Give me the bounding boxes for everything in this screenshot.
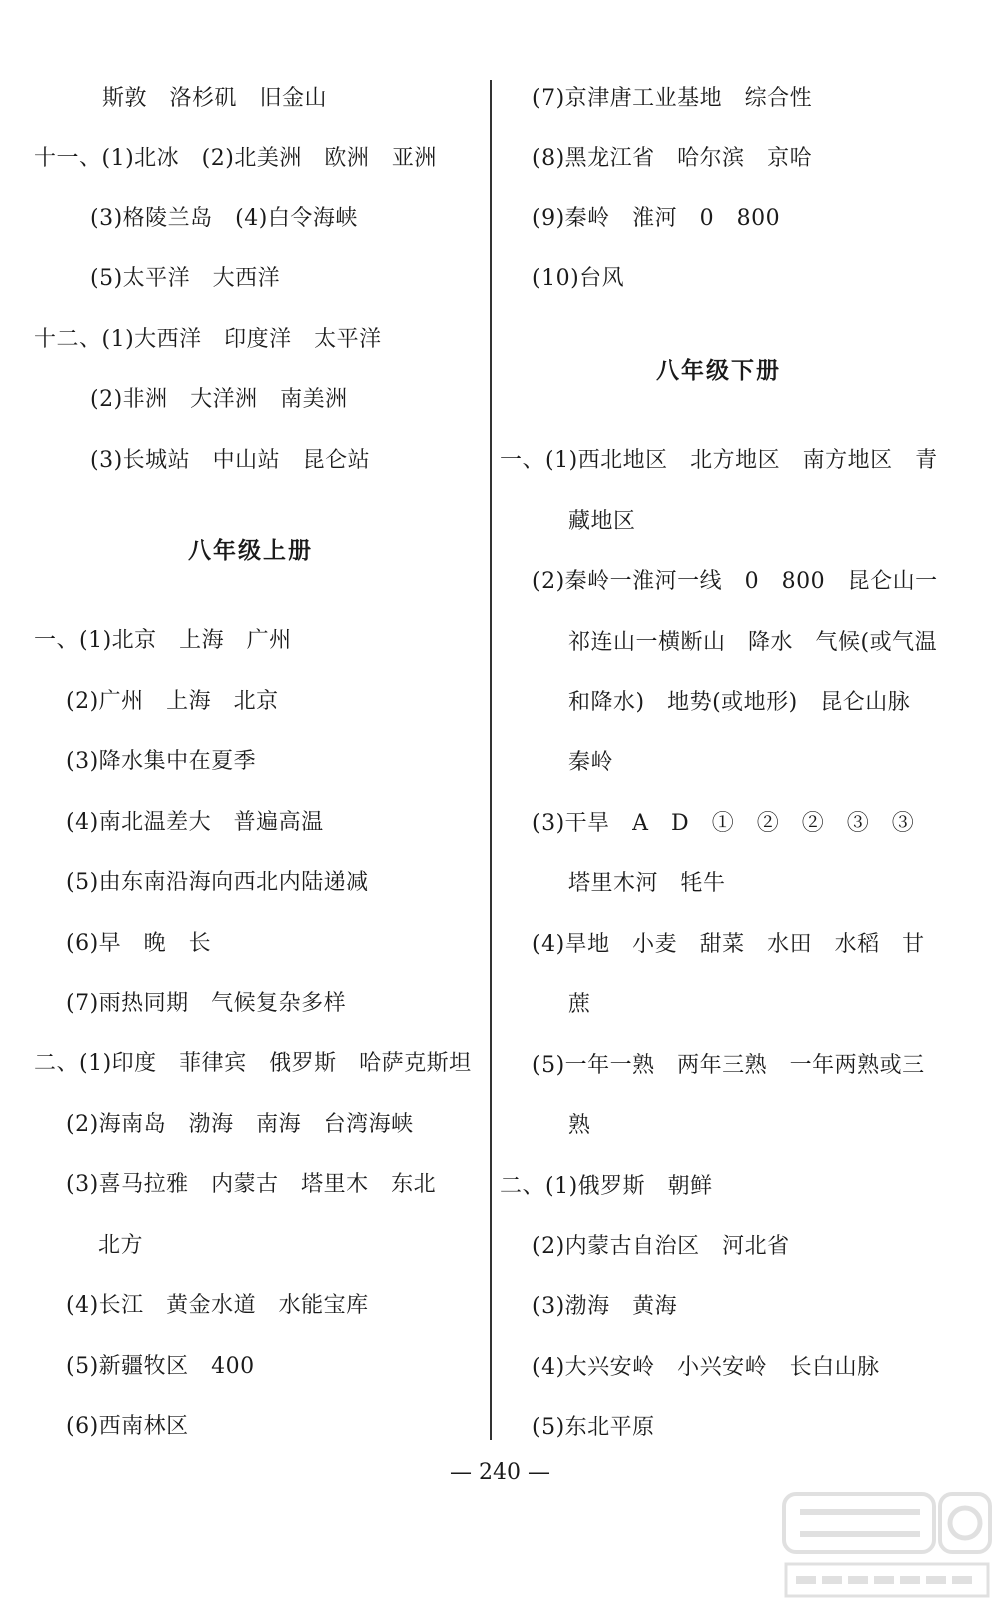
answer-line: (4)长江 黄金水道 水能宝库: [66, 1293, 369, 1318]
answer-line: 十一、(1)北冰 (2)北美洲 欧洲 亚洲: [34, 146, 437, 171]
answer-line: (4)大兴安岭 小兴安岭 长白山脉: [532, 1355, 880, 1380]
answer-line: 塔里木河 牦牛: [568, 871, 726, 896]
answer-line: (3)喜马拉雅 内蒙古 塔里木 东北: [66, 1172, 437, 1197]
answer-line: (3)渤海 黄海: [532, 1294, 678, 1319]
answer-line: (4)南北温差大 普遍高温: [66, 810, 324, 835]
answer-line: (2)海南岛 渤海 南海 台湾海峡: [66, 1112, 414, 1137]
section-title-grade8-vol1: 八年级上册: [188, 538, 313, 564]
page-number: — 240 —: [450, 1460, 550, 1485]
answer-line: (10)台风: [532, 266, 625, 291]
answer-line: (2)秦岭一淮河一线 0 800 昆仑山一: [532, 569, 938, 594]
answer-line: (7)雨热同期 气候复杂多样: [66, 991, 347, 1016]
answer-line: (9)秦岭 淮河 0 800: [532, 206, 781, 231]
answer-line: (4)旱地 小麦 甜菜 水田 水稻 甘: [532, 932, 925, 957]
answer-line: 祁连山一横断山 降水 气候(或气温: [568, 630, 938, 655]
answer-line: (3)干旱 A D ① ② ② ③ ③: [532, 811, 915, 836]
answer-line: (5)一年一熟 两年三熟 一年两熟或三: [532, 1053, 925, 1078]
answer-line: 二、(1)俄罗斯 朝鲜: [500, 1174, 713, 1199]
answer-line: (5)东北平原: [532, 1415, 655, 1440]
answer-line: (3)长城站 中山站 昆仑站: [90, 448, 371, 473]
answer-line: (2)广州 上海 北京: [66, 689, 279, 714]
answer-line: 十二、(1)大西洋 印度洋 太平洋: [34, 327, 382, 352]
answer-line: 斯敦 洛杉矶 旧金山: [102, 86, 328, 111]
watermark-logo: [780, 1490, 995, 1602]
answer-line: 和降水) 地势(或地形) 昆仑山脉: [568, 690, 911, 715]
answer-line: 一、(1)北京 上海 广州: [34, 628, 292, 653]
answer-line: 蔗: [568, 992, 591, 1017]
answer-line: (2)内蒙古自治区 河北省: [532, 1234, 790, 1259]
answer-line: 秦岭: [568, 750, 614, 775]
answer-line: (6)西南林区: [66, 1414, 189, 1439]
answer-line: 北方: [98, 1233, 144, 1258]
answer-line: (8)黑龙江省 哈尔滨 京哈: [532, 146, 813, 171]
answer-line: (7)京津唐工业基地 综合性: [532, 86, 813, 111]
answer-line: 一、(1)西北地区 北方地区 南方地区 青: [500, 448, 938, 473]
answer-line: (6)早 晚 长: [66, 931, 212, 956]
answer-line: (5)由东南沿海向西北内陆递减: [66, 870, 369, 895]
answer-line: 二、(1)印度 菲律宾 俄罗斯 哈萨克斯坦: [34, 1051, 472, 1076]
answer-line: (3)格陵兰岛 (4)白令海峡: [90, 206, 358, 231]
answer-line: (5)太平洋 大西洋: [90, 266, 281, 291]
column-divider: [490, 80, 492, 1440]
answer-line: (3)降水集中在夏季: [66, 749, 257, 774]
answer-line: 熟: [568, 1113, 591, 1138]
section-title-grade8-vol2: 八年级下册: [656, 358, 781, 384]
answer-line: (5)新疆牧区 400: [66, 1354, 255, 1379]
answer-line: (2)非洲 大洋洲 南美洲: [90, 387, 348, 412]
answer-line: 藏地区: [568, 509, 636, 534]
